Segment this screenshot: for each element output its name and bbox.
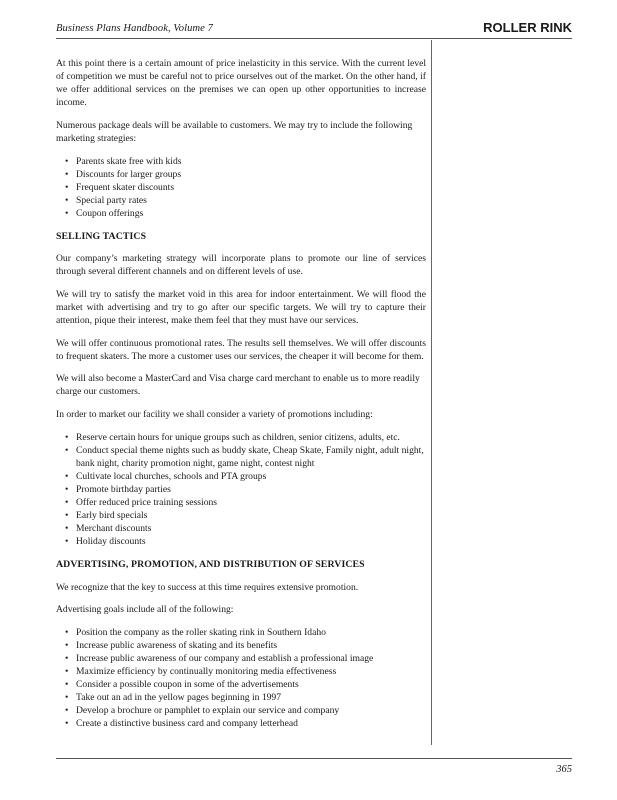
list-item: • Create a distinctive business card and company letterhead — [76, 717, 426, 730]
list-item: • Reserve certain hours for unique groups such as children, senior citizens, adults, etc. — [76, 431, 426, 444]
list-item: • Promote birthday parties — [76, 483, 426, 496]
list-item: • Coupon offerings — [76, 207, 426, 220]
section-title: ROLLER RINK — [483, 20, 572, 35]
package-list — [56, 155, 426, 220]
list-item: • Discounts for larger groups — [76, 168, 426, 181]
list-item: • Parents skate free with kids — [76, 155, 426, 168]
advertising-paragraph: We recognize that the key to success at this time requires extensive promotion. — [56, 581, 359, 593]
footer-divider — [56, 758, 572, 759]
intro-paragraph: At this point there is a certain amount of price inelasticity in this service. With the current level of competition we must be careful not to price ourselves out of the market. On the other hand, if we offer additional services on the premises we can open up other opportunities to increase income. — [56, 58, 426, 109]
list-item: • Holiday discounts — [76, 535, 426, 548]
list-item: • Special party rates — [76, 194, 426, 207]
goals-list — [56, 626, 426, 731]
column-divider — [431, 40, 432, 745]
book-title: Business Plans Handbook, Volume 7 — [56, 23, 213, 34]
selling-paragraph: We will also become a MasterCard and Visa charge card merchant to enable us to more readily charge our customers. — [56, 373, 420, 398]
list-item: • Consider a possible coupon in some of the advertisements — [76, 678, 426, 691]
list-item: • Frequent skater discounts — [76, 181, 426, 194]
list-item: • Increase public awareness of skating and its benefits — [76, 639, 426, 652]
header-divider — [56, 38, 572, 39]
list-item: • Cultivate local churches, schools and PTA groups — [76, 470, 426, 483]
selling-paragraph: In order to market our facility we shall consider a variety of promotions including: — [56, 408, 373, 420]
list-item: • Position the company as the roller skating rink in Southern Idaho — [76, 626, 426, 639]
list-item: • Take out an ad in the yellow pages beginning in 1997 — [76, 691, 426, 704]
list-item: • Merchant discounts — [76, 522, 426, 535]
list-item: • Develop a brochure or pamphlet to explain our service and company — [76, 704, 426, 717]
selling-tactics-heading: SELLING TACTICS — [56, 230, 147, 242]
list-item: • Offer reduced price training sessions — [76, 496, 426, 509]
list-item: • Conduct special theme nights such as buddy skate, Cheap Skate, Family night, adult night, bank night, charity promotion night, game night, contest night — [76, 444, 426, 470]
selling-paragraph: Our company’s marketing strategy will incorporate plans to promote our line of services through several different channels and on different levels of use. — [56, 253, 426, 278]
list-item: • Increase public awareness of our company and establish a professional image — [76, 652, 426, 665]
advertising-heading: ADVERTISING, PROMOTION, AND DISTRIBUTION OF SERVICES — [56, 558, 365, 570]
package-paragraph: Numerous package deals will be available to customers. We may try to include the following marketing strategies: — [56, 119, 413, 144]
main-content — [56, 57, 426, 740]
list-item: • Maximize efficiency by continually monitoring media effectiveness — [76, 665, 426, 678]
promotion-list — [56, 431, 426, 549]
advertising-paragraph: Advertising goals include all of the following: — [56, 604, 234, 616]
page-number: 365 — [556, 764, 572, 775]
page-header — [56, 20, 572, 36]
selling-paragraph: We will offer continuous promotional rates. The results sell themselves. We will offer discounts to frequent skaters. The more a customer uses our services, the cheaper it will become for them. — [56, 337, 426, 362]
list-item: • Early bird specials — [76, 509, 426, 522]
selling-paragraph: We will try to satisfy the market void in this area for indoor entertainment. We will flood the market with advertising and try to go after our specific targets. We will try to capture their attention, pique their interest, make them feel that they must have our services. — [56, 288, 426, 326]
